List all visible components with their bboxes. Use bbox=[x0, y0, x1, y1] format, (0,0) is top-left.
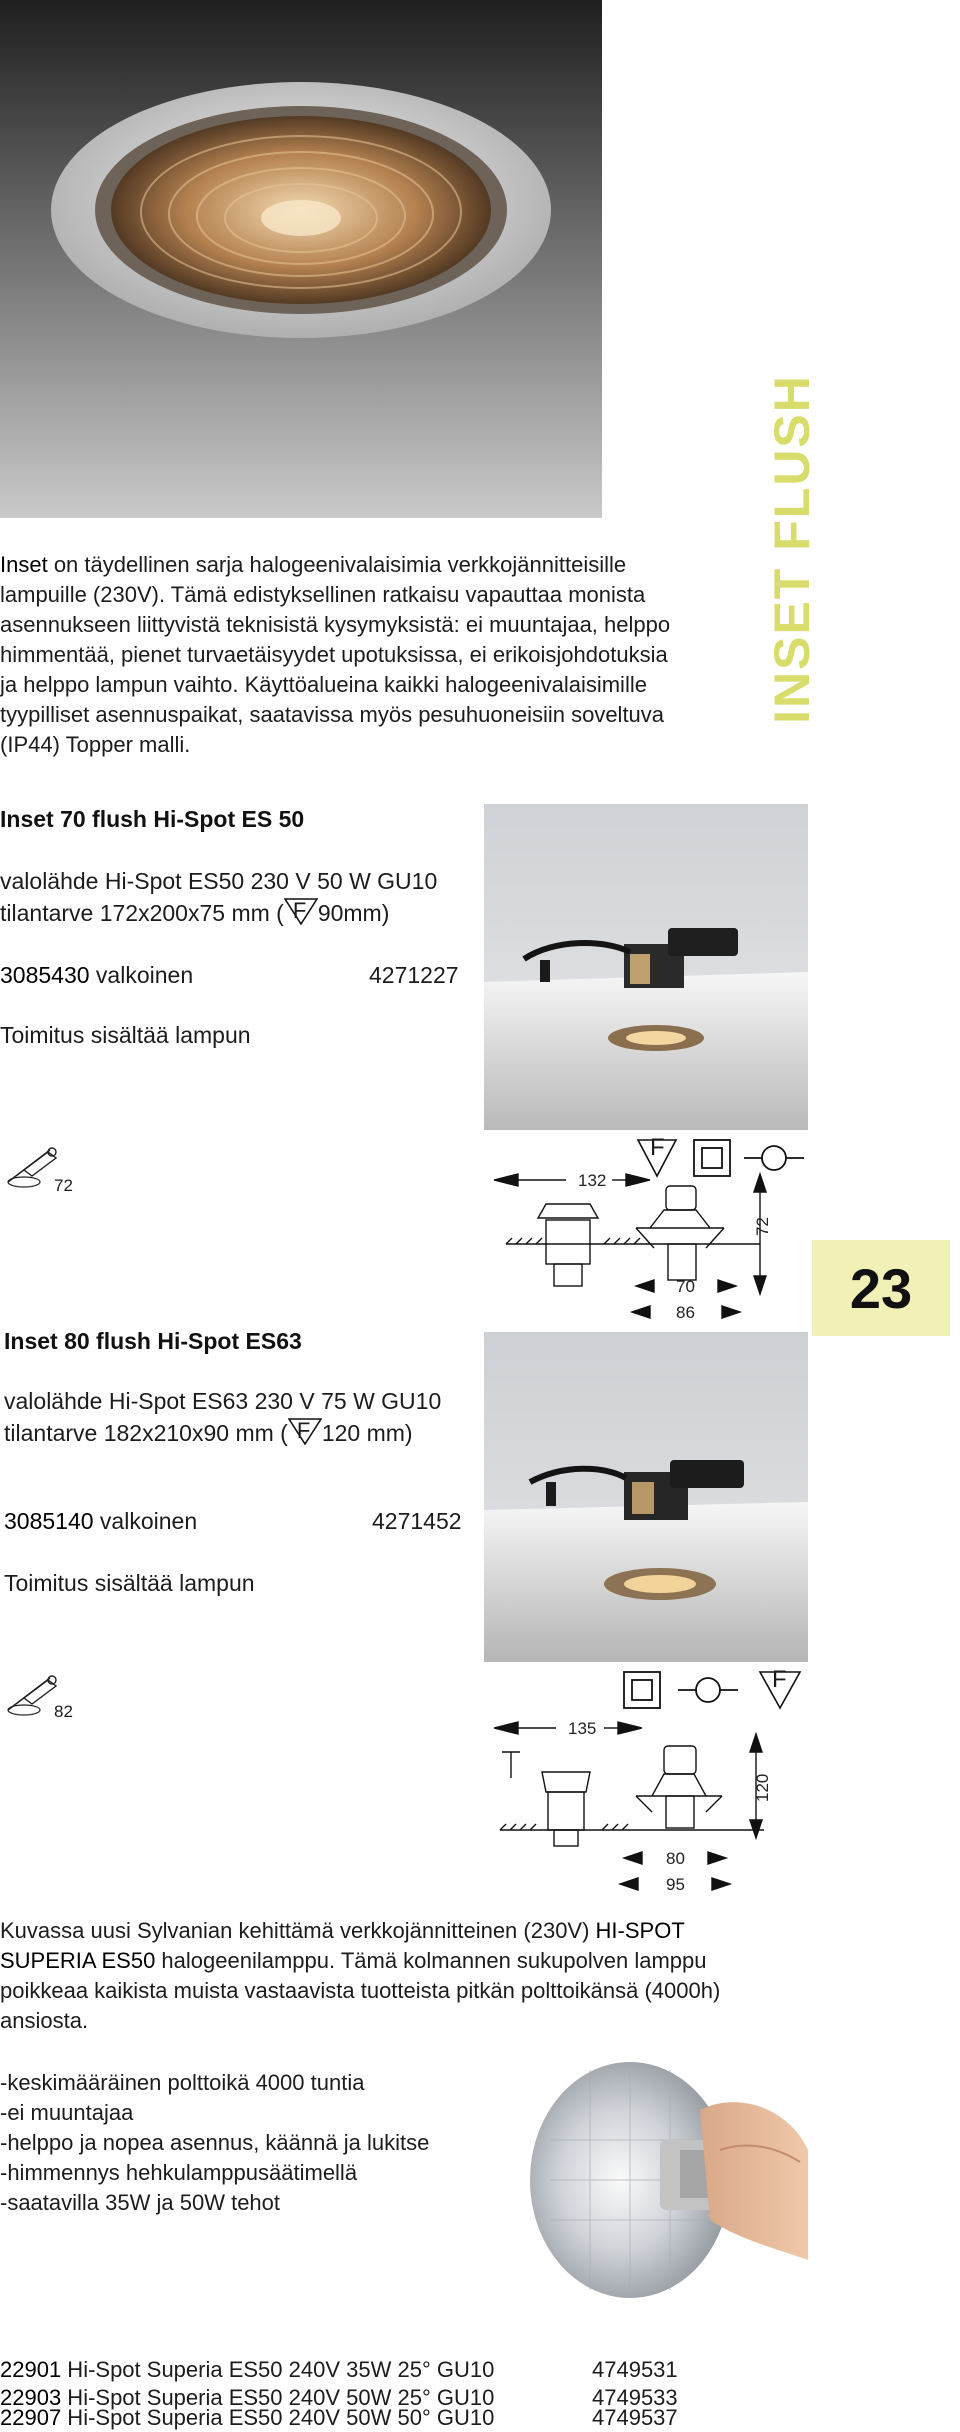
sylvania-paragraph bbox=[0, 1916, 800, 2036]
product2-space bbox=[4, 1417, 413, 1449]
product-ean: 4749533 bbox=[592, 2385, 678, 2410]
product1-source: valolähde Hi-Spot ES50 230 V 50 W GU10 bbox=[0, 868, 438, 894]
feature-item: -keskimääräinen polttoikä 4000 tuntia bbox=[0, 2070, 365, 2095]
product1-space-pre: tilantarve 172x200x75 mm ( bbox=[0, 900, 284, 926]
intro-line: ja helppo lampun vaihto. Käyttöalueina kaikki halogeenivalaisimille bbox=[0, 672, 647, 697]
product2-dim-inner: 80 bbox=[666, 1849, 685, 1868]
product-code: 22901 bbox=[0, 2357, 62, 2382]
product2-code-row bbox=[4, 1506, 197, 1537]
product2-source: valolähde Hi-Spot ES63 230 V 75 W GU10 bbox=[4, 1388, 442, 1414]
product-desc: Hi-Spot Superia ES50 240V 35W 25° GU10 bbox=[61, 2357, 495, 2382]
side-title: INSET FLUSH bbox=[764, 374, 820, 724]
feature-list bbox=[0, 2068, 429, 2218]
product2-color: valkoinen bbox=[93, 1508, 198, 1534]
product2-photo bbox=[484, 1332, 808, 1662]
intro-line: (IP44) Topper malli. bbox=[0, 732, 191, 757]
product1-space bbox=[0, 897, 389, 929]
product1-photo bbox=[484, 804, 808, 1130]
product1-inner-outer-dims bbox=[628, 1276, 748, 1328]
product2-dim-height: 120 bbox=[753, 1773, 772, 1802]
product1-heading: Inset 70 flush Hi-Spot ES 50 bbox=[0, 806, 305, 832]
product1-note: Toimitus sisältää lampun bbox=[0, 1022, 251, 1048]
product1-ean: 4271227 bbox=[369, 962, 459, 988]
feature-item: -helppo ja nopea asennus, käännä ja lukitse bbox=[0, 2130, 430, 2155]
product1-code: 3085430 bbox=[0, 962, 90, 988]
product2-heading: Inset 80 flush Hi-Spot ES63 bbox=[4, 1328, 302, 1354]
intro-line: tyypilliset asennuspaikat, saatavissa myös pesuhuoneisiin soveltuva bbox=[0, 702, 665, 727]
feature-item: -himmennys hehkulamppusäätimellä bbox=[0, 2160, 358, 2185]
product1-f-letter: F bbox=[650, 1134, 665, 1161]
product1-dim-outer: 86 bbox=[676, 1303, 695, 1322]
sylvania-line2-rest: halogeenilamppu. Tämä kolmannen sukupolven lamppu bbox=[155, 1948, 707, 1973]
intro-paragraph bbox=[0, 550, 780, 760]
f-mark-letter: F bbox=[296, 1418, 311, 1443]
page-number-badge: 23 bbox=[812, 1240, 950, 1336]
product-code: 22903 bbox=[0, 2385, 62, 2410]
intro-line: himmentää, pienet turvaetäisyydet upotuksissa, ei erikoisjohdotuksia bbox=[0, 642, 668, 667]
product2-dim-outer: 95 bbox=[666, 1875, 685, 1894]
product-ean: 4749531 bbox=[592, 2357, 678, 2382]
product2-dimension-drawing bbox=[486, 1700, 786, 1854]
product-ean: 4749537 bbox=[592, 2405, 678, 2430]
intro-brand: Inset bbox=[0, 552, 48, 577]
f-mark-icon bbox=[284, 897, 318, 925]
f-mark-icon bbox=[288, 1417, 322, 1445]
product1-color: valkoinen bbox=[89, 962, 194, 988]
product1-code-row bbox=[0, 960, 193, 991]
intro-line: asennukseen liittyvistä teknisistä kysymyksistä: ei muuntajaa, helppo bbox=[0, 612, 671, 637]
feature-item: -saatavilla 35W ja 50W tehot bbox=[0, 2190, 281, 2215]
product-row bbox=[0, 2404, 494, 2432]
product2-ean: 4271452 bbox=[372, 1508, 462, 1534]
product1-cut-dimension: 72 bbox=[54, 1176, 73, 1195]
product-desc: Hi-Spot Superia ES50 240V 50W 50° GU10 bbox=[61, 2405, 495, 2430]
product2-f-letter: F bbox=[772, 1666, 787, 1693]
intro-line: lampuille (230V). Tämä edistyksellinen ratkaisu vapauttaa monista bbox=[0, 582, 646, 607]
intro-line: on täydellinen sarja halogeenivalaisimia verkkojännitteisille bbox=[47, 552, 627, 577]
lamp-photo bbox=[510, 2030, 810, 2320]
product1-dim-height: 72 bbox=[753, 1217, 772, 1236]
product2-note: Toimitus sisältää lampun bbox=[4, 1570, 255, 1596]
product2-space-pre: tilantarve 182x210x90 mm ( bbox=[4, 1420, 288, 1446]
product1-space-post: 90mm) bbox=[317, 900, 390, 926]
dimmable-symbol-icon bbox=[678, 1678, 738, 1702]
hero-downlight-photo bbox=[0, 0, 602, 518]
feature-item: -ei muuntajaa bbox=[0, 2100, 134, 2125]
product2-code: 3085140 bbox=[4, 1508, 94, 1534]
product1-dim-width: 132 bbox=[578, 1171, 607, 1190]
product-row bbox=[0, 2356, 494, 2384]
sylvania-line3: poikkeaa kaikista muista vastaavista tuotteista pitkän polttoikänsä (4000h) bbox=[0, 1978, 721, 2003]
sylvania-line2-bold: SUPERIA ES50 bbox=[0, 1948, 156, 1973]
product2-space-post: 120 mm) bbox=[321, 1420, 413, 1446]
f-mark-letter: F bbox=[292, 898, 307, 923]
product2-inner-outer-dims bbox=[616, 1848, 736, 1900]
sylvania-bold: HI-SPOT bbox=[595, 1918, 685, 1943]
product-desc: Hi-Spot Superia ES50 240V 50W 25° GU10 bbox=[61, 2385, 495, 2410]
product2-cut-dimension: 82 bbox=[54, 1702, 73, 1721]
sylvania-line4: ansiosta. bbox=[0, 2008, 89, 2033]
product2-dim-width: 135 bbox=[568, 1719, 597, 1738]
sylvania-pre: Kuvassa uusi Sylvanian kehittämä verkkojännitteinen (230V) bbox=[0, 1918, 596, 1943]
product-code: 22907 bbox=[0, 2405, 62, 2430]
product1-dim-inner: 70 bbox=[676, 1277, 695, 1296]
